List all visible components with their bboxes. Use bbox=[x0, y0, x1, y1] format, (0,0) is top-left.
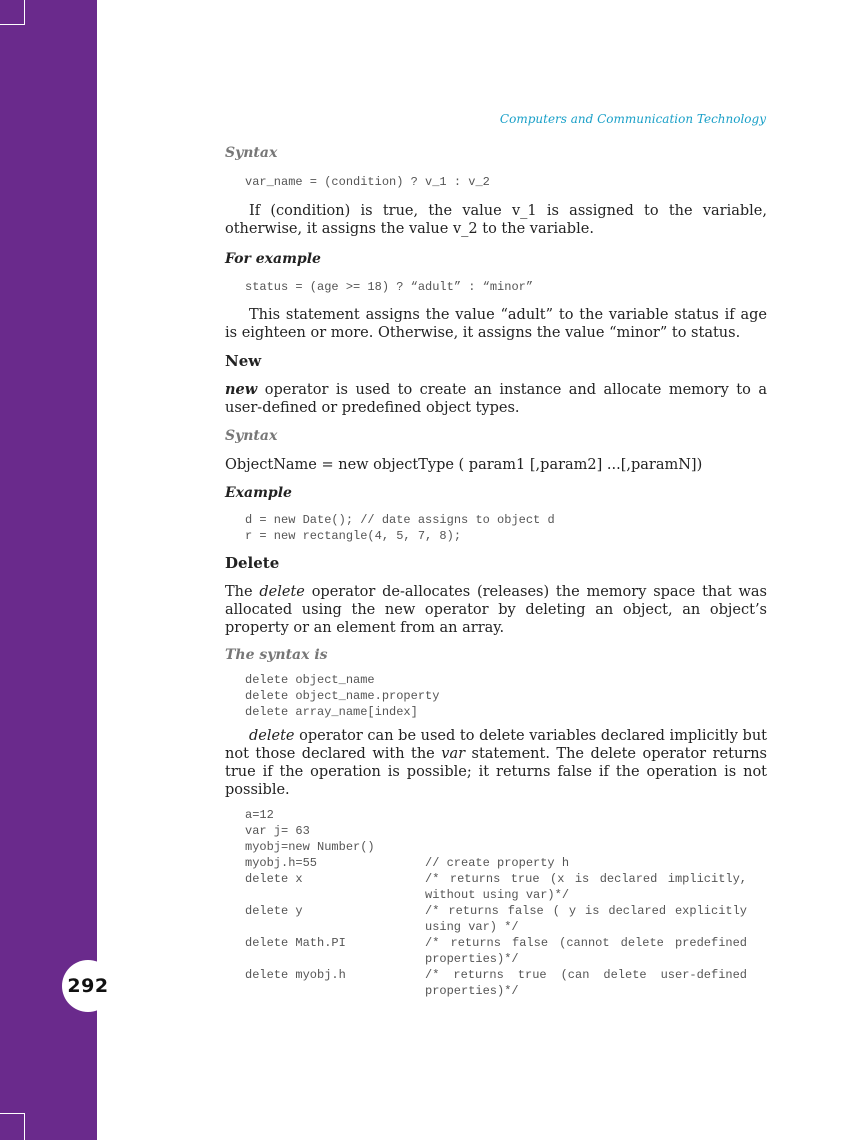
code-row bbox=[245, 871, 767, 903]
example-label: For example bbox=[225, 251, 321, 267]
code-row bbox=[245, 967, 767, 999]
code-line: delete object_name bbox=[245, 673, 375, 687]
code-left: delete Math.PI bbox=[245, 936, 346, 950]
code-comment: /* returns true (can delete user-defined properties)*/ bbox=[425, 968, 747, 998]
code-line: d = new Date(); // date assigns to object d bbox=[245, 513, 555, 527]
code-left: myobj=new Number() bbox=[245, 840, 375, 854]
example2-label: Example bbox=[225, 485, 292, 501]
code-comment bbox=[425, 823, 747, 839]
new-description bbox=[225, 381, 767, 417]
code-comment bbox=[425, 807, 747, 823]
example-code: status = (age >= 18) ? “adult” : “minor” bbox=[245, 280, 534, 294]
syntax-code: var_name = (condition) ? v_1 : v_2 bbox=[245, 175, 490, 189]
var-keyword: var bbox=[441, 746, 466, 762]
code-left: myobj.h=55 bbox=[245, 856, 318, 870]
code-row bbox=[245, 823, 767, 839]
code-line: delete object_name.property bbox=[245, 689, 440, 703]
code-left: var j= 63 bbox=[245, 824, 310, 838]
delete-para-mid: operator can be used to delete variables declared implicitly but not those declared with the bbox=[225, 728, 767, 762]
syntax3-code bbox=[225, 672, 767, 720]
page-number: 292 bbox=[62, 960, 114, 1012]
running-head: Computers and Communication Technology bbox=[499, 112, 766, 126]
crop-mark-bottom bbox=[0, 1113, 25, 1144]
code-row bbox=[245, 807, 767, 823]
page-content bbox=[225, 144, 767, 999]
code-line: delete array_name[index] bbox=[245, 705, 418, 719]
final-code-block bbox=[225, 807, 767, 999]
code-row bbox=[245, 935, 767, 967]
crop-mark-top bbox=[0, 0, 25, 25]
delete-heading: Delete bbox=[225, 554, 280, 572]
code-left: delete y bbox=[245, 904, 303, 918]
new-heading: New bbox=[225, 352, 262, 370]
code-comment: /* returns true (x is declared implicitly, without using var)*/ bbox=[425, 872, 747, 902]
new-keyword: new bbox=[225, 381, 258, 398]
delete-desc-start: The bbox=[225, 584, 260, 600]
delete-description bbox=[225, 583, 767, 637]
code-left: delete myobj.h bbox=[245, 968, 346, 982]
code-row bbox=[245, 839, 767, 855]
code-line: r = new rectangle(4, 5, 7, 8); bbox=[245, 529, 462, 543]
syntax2-label: Syntax bbox=[225, 428, 278, 444]
syntax-description: If (condition) is true, the value v_1 is assigned to the variable, otherwise, it assigns the value v_2 to the variable. bbox=[225, 203, 767, 237]
syntax2-line: ObjectName = new objectType ( param1 [,param2] ...[,paramN]) bbox=[225, 457, 703, 473]
delete-paragraph bbox=[225, 727, 767, 799]
code-comment: // create property h bbox=[425, 856, 570, 870]
code-comment bbox=[425, 839, 747, 855]
example2-code bbox=[225, 512, 767, 544]
code-row bbox=[245, 855, 767, 871]
syntax3-label: The syntax is bbox=[225, 647, 328, 663]
delete-keyword-2: delete bbox=[249, 728, 295, 744]
syntax-label: Syntax bbox=[225, 145, 278, 161]
delete-desc-text: operator de-allocates (releases) the memory space that was allocated using the new operator by deleting an object, an object’s property or an element from an array. bbox=[225, 584, 767, 636]
new-description-text: operator is used to create an instance and allocate memory to a user-defined or predefined object types. bbox=[225, 382, 767, 416]
code-left: delete x bbox=[245, 872, 303, 886]
code-left: a=12 bbox=[245, 808, 274, 822]
example-description: This statement assigns the value “adult” to the variable status if age is eighteen or more. Otherwise, it assigns the value “minor” to status. bbox=[225, 307, 767, 341]
delete-keyword: delete bbox=[259, 584, 305, 600]
code-row bbox=[245, 903, 767, 935]
code-comment: /* returns false ( y is declared explicitly using var) */ bbox=[425, 904, 747, 934]
delete-para-rest: statement. The delete operator returns true if the operation is possible; it returns false if the operation is not possible. bbox=[225, 746, 767, 798]
code-comment: /* returns false (cannot delete predefined properties)*/ bbox=[425, 936, 747, 966]
